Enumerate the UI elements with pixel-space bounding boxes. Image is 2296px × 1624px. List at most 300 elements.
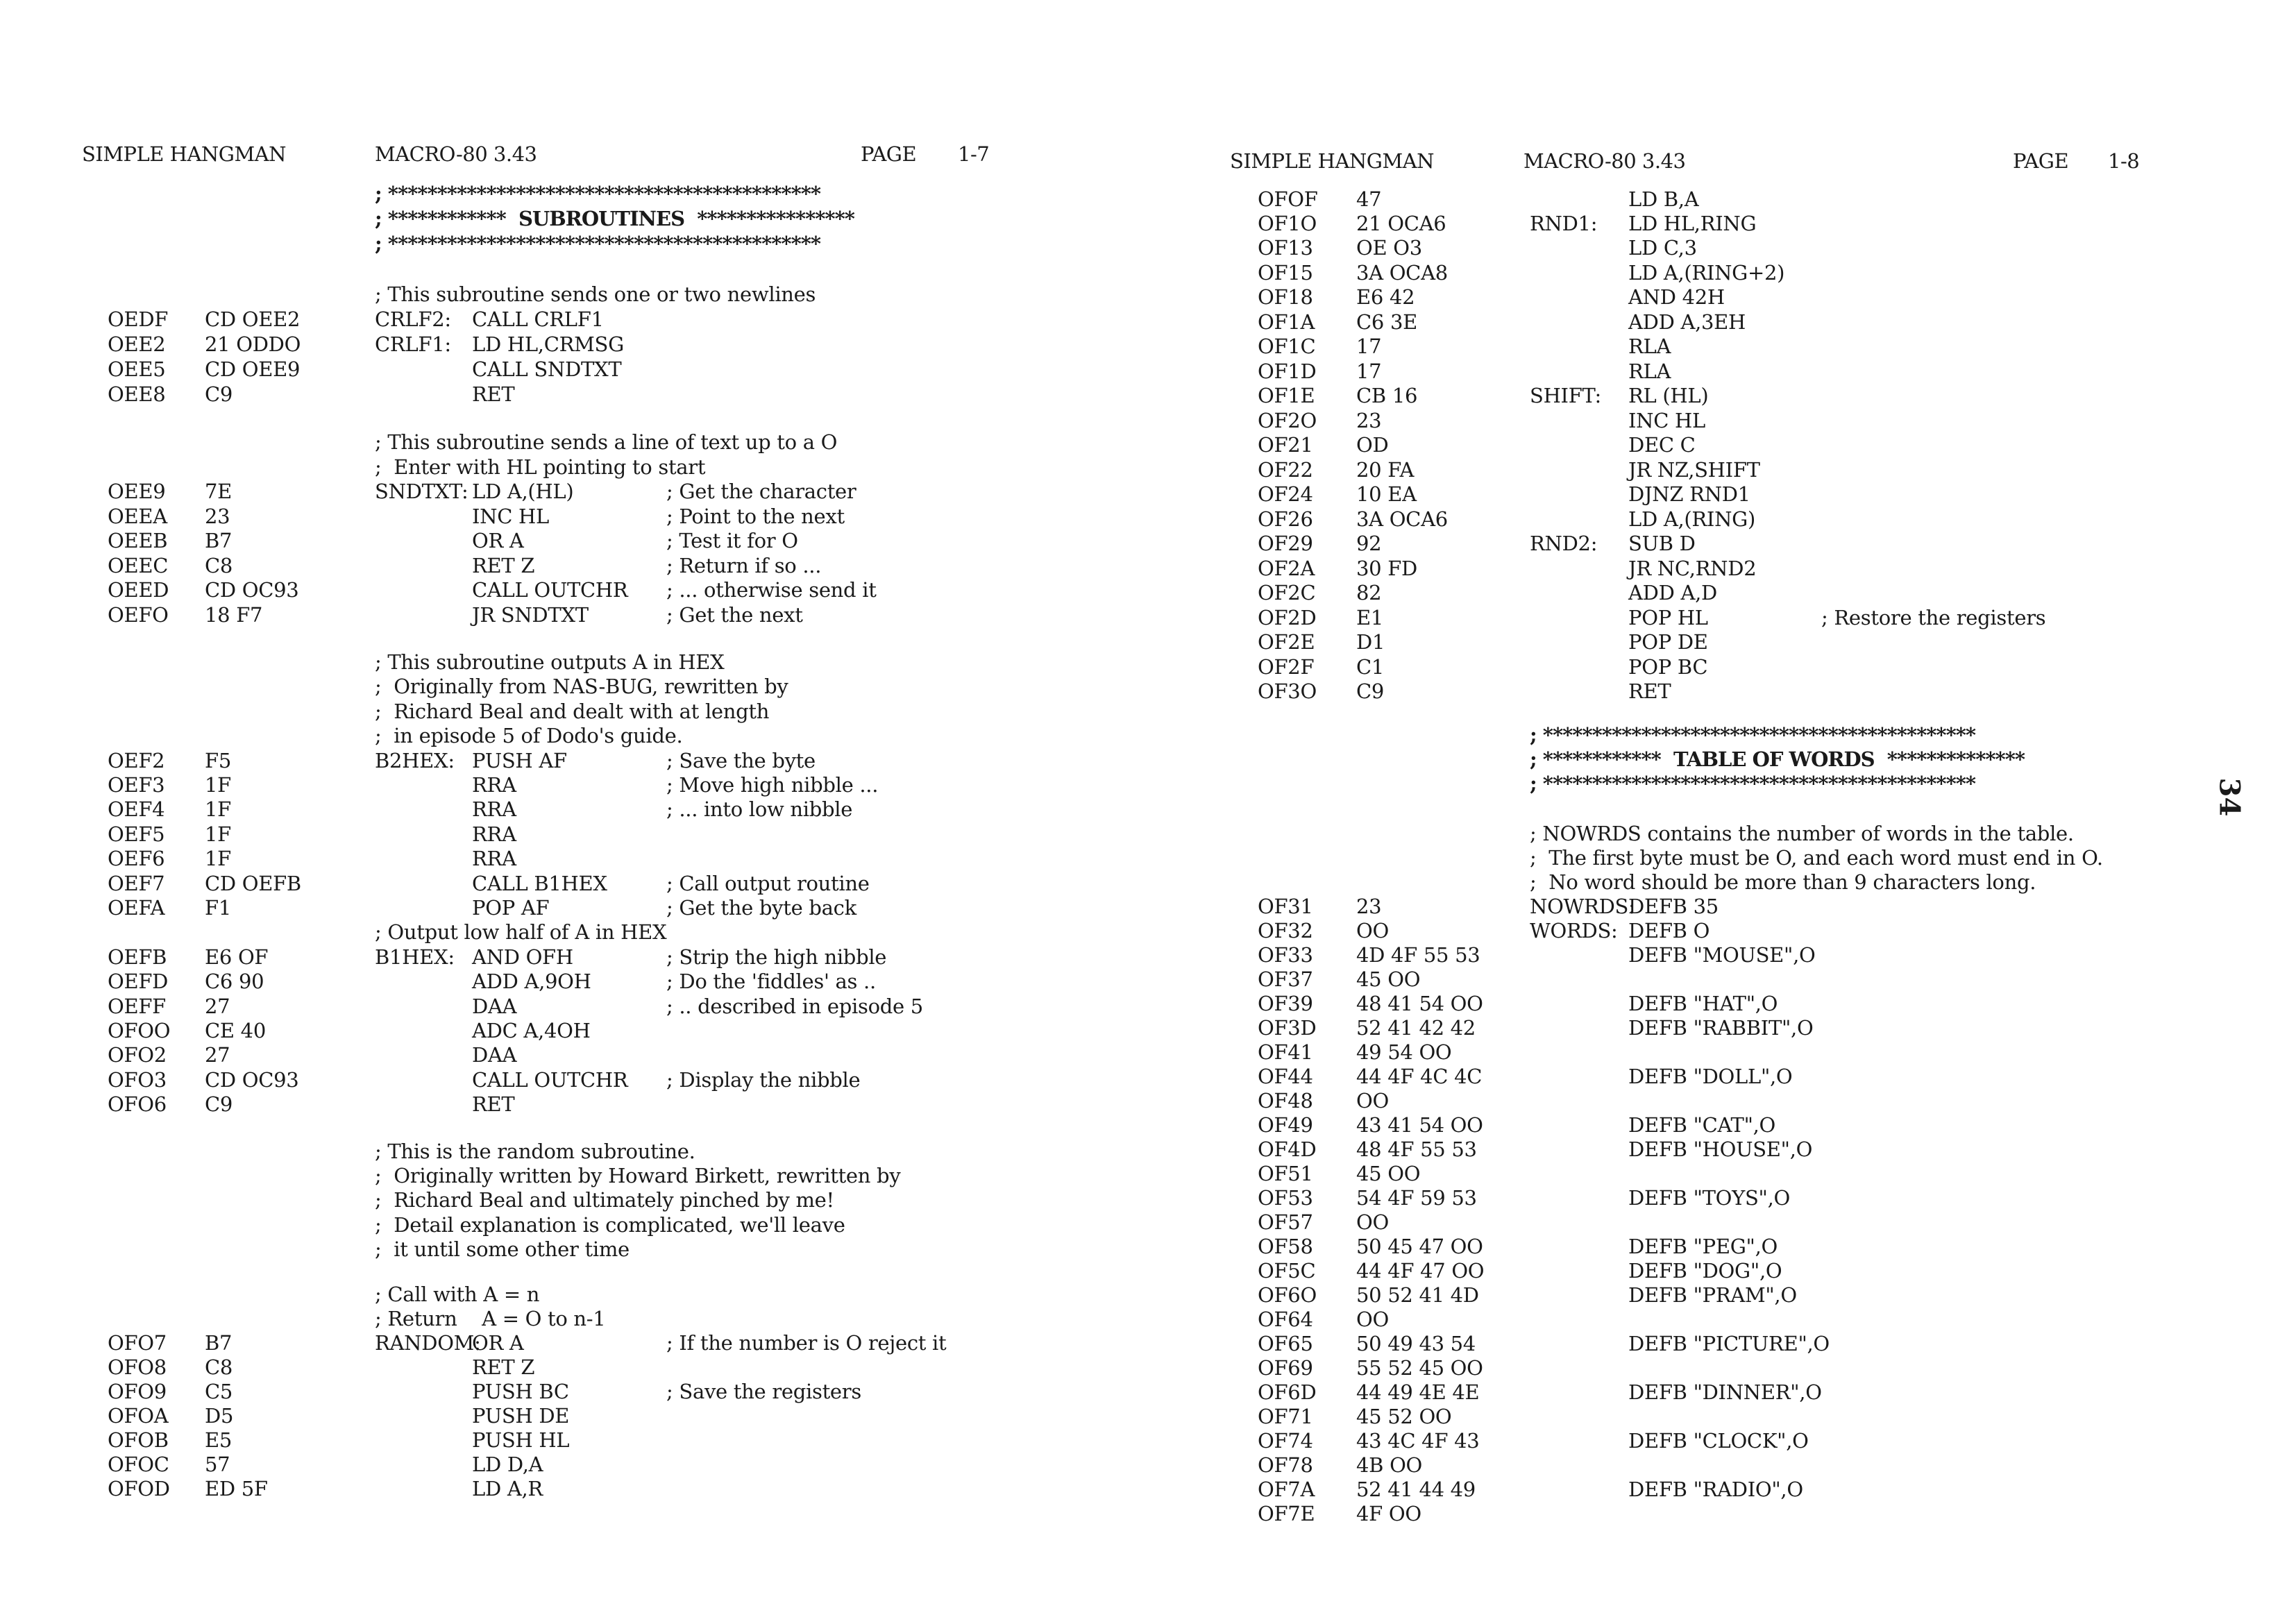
comment-text: ; Originally from NAS-BUG, rewritten by (375, 675, 788, 698)
address: OF39 (1258, 992, 1313, 1015)
address: OF2C (1258, 581, 1316, 604)
comment-line (1148, 822, 2296, 847)
instruction: POP BC (1628, 655, 1708, 679)
instruction: CALL CRLF1 (472, 307, 604, 331)
page-header-assembler: MACRO-80 3.43 (375, 142, 537, 166)
object-code: 50 45 47 OO (1356, 1235, 1483, 1258)
listing-line (0, 1404, 1148, 1429)
comment-line (0, 430, 1148, 455)
object-code: 54 4F 59 53 (1356, 1186, 1477, 1210)
address: OEF4 (108, 797, 165, 821)
object-code: 44 4F 4C 4C (1356, 1065, 1483, 1088)
instruction: CALL OUTCHR (472, 1068, 628, 1092)
object-code: C9 (1356, 679, 1385, 703)
listing-line (0, 1477, 1148, 1502)
comment: ; Get the next (666, 603, 803, 627)
object-code: 50 52 41 4D (1356, 1283, 1479, 1307)
instruction: DEFB "MOUSE",O (1628, 943, 1816, 967)
object-code: 49 54 OO (1356, 1040, 1452, 1064)
comment: ; If the number is O reject it (666, 1331, 947, 1355)
address: OF37 (1258, 967, 1313, 991)
object-code: C9 (205, 1092, 233, 1116)
object-code: 23 (205, 505, 230, 528)
object-code: 50 49 43 54 (1356, 1332, 1476, 1355)
comment-line (0, 675, 1148, 700)
listing-line (0, 822, 1148, 847)
object-code: 23 (1356, 895, 1382, 918)
instruction: RET (472, 382, 515, 406)
listing-line (1148, 409, 2296, 434)
listing-line (1148, 1380, 2296, 1405)
object-code: 18 F7 (205, 603, 263, 627)
comment-text: ; This subroutine sends a line of text up to a O (375, 430, 838, 454)
label: NOWRDS: (1530, 895, 1635, 918)
listing-line (1148, 1283, 2296, 1308)
comment: ; Display the nibble (666, 1068, 861, 1092)
listing-line (1148, 630, 2296, 655)
address: OFO9 (108, 1380, 167, 1403)
address: OF3O (1258, 679, 1317, 703)
listing-line (1148, 1453, 2296, 1478)
address: OFO6 (108, 1092, 167, 1116)
label: RND1: (1530, 212, 1598, 235)
label: SNDTXT: (375, 480, 469, 503)
object-code: E5 (205, 1428, 233, 1452)
comment: ; Return if so ... (666, 554, 822, 577)
object-code: 27 (205, 995, 230, 1018)
object-code: 10 EA (1356, 482, 1417, 506)
instruction: DEC C (1628, 433, 1696, 457)
instruction: JR SNDTXT (472, 603, 589, 627)
comment-line (1148, 723, 2296, 748)
listing-line (1148, 532, 2296, 557)
object-code: 21 OCA6 (1356, 212, 1446, 235)
listing-line (1148, 1332, 2296, 1357)
instruction: JR NZ,SHIFT (1628, 458, 1760, 482)
instruction: CALL B1HEX (472, 872, 607, 895)
address: OEF3 (108, 773, 165, 797)
listing-line (1148, 335, 2296, 360)
listing-line (0, 1068, 1148, 1093)
comment: ; ... into low nibble (666, 797, 853, 821)
comment: ; Move high nibble ... (666, 773, 879, 797)
instruction: POP AF (472, 896, 550, 920)
comment-line (0, 1140, 1148, 1165)
comment: ; Save the byte (666, 749, 816, 772)
object-code: C6 3E (1356, 310, 1417, 334)
address: OF2O (1258, 409, 1317, 432)
listing-line (0, 357, 1148, 382)
comment-text: ; Return A = O to n-1 (375, 1307, 606, 1330)
object-code: 57 (205, 1453, 230, 1476)
object-code: E1 (1356, 606, 1384, 629)
instruction: LD A,R (472, 1477, 543, 1500)
instruction: POP HL (1628, 606, 1708, 629)
instruction: RET (472, 1092, 515, 1116)
address: OF33 (1258, 943, 1313, 967)
object-code: 43 4C 4F 43 (1356, 1429, 1480, 1453)
listing-line (1148, 1235, 2296, 1260)
comment-line (1148, 870, 2296, 895)
address: OEF5 (108, 822, 165, 846)
address: OF51 (1258, 1162, 1313, 1185)
instruction: DEFB "DOLL",O (1628, 1065, 1793, 1088)
object-code: ED 5F (205, 1477, 268, 1500)
comment: ; Do the 'fiddles' as .. (666, 970, 876, 993)
object-code: C1 (1356, 655, 1385, 679)
object-code: 44 4F 47 OO (1356, 1259, 1485, 1283)
listing-line (0, 1019, 1148, 1044)
comment: ; Test it for O (666, 529, 798, 552)
address: OF26 (1258, 507, 1313, 531)
address: OF44 (1258, 1065, 1313, 1088)
comment: ; Save the registers (666, 1380, 861, 1403)
object-code: 1F (205, 847, 231, 870)
listing-line (0, 603, 1148, 628)
instruction: LD C,3 (1628, 236, 1697, 260)
listing-line (1148, 895, 2296, 920)
address: OEDF (108, 307, 169, 331)
instruction: RRA (472, 773, 516, 797)
listing-line (1148, 1259, 2296, 1284)
instruction: RRA (472, 797, 516, 821)
listing-line (1148, 507, 2296, 532)
listing-line (1148, 1356, 2296, 1381)
address: OEE2 (108, 332, 166, 356)
comment-line (0, 1307, 1148, 1332)
object-code: 45 OO (1356, 967, 1421, 991)
object-code: B7 (205, 1331, 233, 1355)
comment: ; Get the byte back (666, 896, 856, 920)
address: OF2E (1258, 630, 1315, 654)
listing-line (1148, 310, 2296, 335)
object-code: D5 (205, 1404, 234, 1428)
instruction: PUSH BC (472, 1380, 569, 1403)
object-code: CD OC93 (205, 578, 299, 602)
object-code: CD OEFB (205, 872, 301, 895)
address: OEFB (108, 945, 167, 969)
instruction: INC HL (1628, 409, 1705, 432)
comment-line (1148, 747, 2296, 772)
listing-line (0, 480, 1148, 505)
object-code: 23 (1356, 409, 1382, 432)
object-code: OE O3 (1356, 236, 1422, 260)
listing-line (0, 554, 1148, 579)
address: OF69 (1258, 1356, 1313, 1380)
label: WORDS: (1530, 919, 1618, 942)
address: OEFF (108, 995, 166, 1018)
listing-line (1148, 1478, 2296, 1503)
address: OF49 (1258, 1113, 1313, 1137)
instruction: RET Z (472, 554, 535, 577)
object-code: 21 ODDO (205, 332, 301, 356)
address: OEFA (108, 896, 165, 920)
listing-line (1148, 606, 2296, 631)
comment: ; Get the character (666, 480, 856, 503)
comment: ; Call output routine (666, 872, 870, 895)
object-code: 43 41 54 OO (1356, 1113, 1483, 1137)
object-code: OD (1356, 433, 1389, 457)
address: OFO7 (108, 1331, 167, 1355)
section-banner: ; ******************************************** (375, 232, 821, 255)
instruction: LD D,A (472, 1453, 543, 1476)
instruction: AND 42H (1628, 285, 1725, 309)
comment-line (0, 650, 1148, 675)
address: OF1E (1258, 384, 1315, 407)
comment-text: ; in episode 5 of Dodo's guide. (375, 724, 683, 747)
label: B1HEX: (375, 945, 455, 969)
instruction: ADD A,3EH (1628, 310, 1746, 334)
listing-line (1148, 285, 2296, 310)
comment-line (1148, 772, 2296, 797)
instruction: OR A (472, 529, 524, 552)
instruction: PUSH DE (472, 1404, 570, 1428)
listing-line (0, 1453, 1148, 1478)
comment-text: ; Enter with HL pointing to start (375, 455, 706, 479)
instruction: LD B,A (1628, 187, 1699, 211)
comment-text: ; Richard Beal and ultimately pinched by me! (375, 1188, 834, 1212)
instruction: DEFB "CAT",O (1628, 1113, 1776, 1137)
instruction: DEFB 35 (1628, 895, 1719, 918)
page-header-title: SIMPLE HANGMAN (1230, 149, 1434, 173)
object-code: 4B OO (1356, 1453, 1423, 1477)
address: OEEC (108, 554, 169, 577)
listing-line (1148, 1405, 2296, 1430)
listing-line (1148, 581, 2296, 606)
comment-text: ; This subroutine outputs A in HEX (375, 650, 725, 674)
object-code: F1 (205, 896, 231, 920)
instruction: DEFB "DINNER",O (1628, 1380, 1822, 1404)
object-code: C6 90 (205, 970, 264, 993)
listing-line (1148, 1040, 2296, 1065)
object-code: C8 (205, 1355, 233, 1379)
address: OF53 (1258, 1186, 1313, 1210)
comment-text: ; Output low half of A in HEX (375, 920, 667, 944)
object-code: OO (1356, 919, 1389, 942)
object-code: C5 (205, 1380, 233, 1403)
comment: ; Restore the registers (1821, 606, 2046, 629)
page-header-page-label: PAGE (2013, 149, 2069, 173)
listing-line (0, 797, 1148, 822)
comment-line (0, 207, 1148, 232)
instruction: DEFB "RABBIT",O (1628, 1016, 1814, 1040)
comment-line (1148, 846, 2296, 871)
comment-line (0, 724, 1148, 749)
listing-line (1148, 458, 2296, 483)
instruction: DEFB "CLOCK",O (1628, 1429, 1809, 1453)
address: OF71 (1258, 1405, 1313, 1428)
instruction: ADC A,4OH (472, 1019, 591, 1042)
listing-line (0, 1428, 1148, 1453)
listing-line (0, 945, 1148, 970)
section-banner: ; ******************************************** (1530, 772, 1976, 795)
instruction: INC HL (472, 505, 549, 528)
instruction: ADD A,D (1628, 581, 1717, 604)
object-code: 45 OO (1356, 1162, 1421, 1185)
listing-line (0, 1380, 1148, 1405)
comment-text: ; No word should be more than 9 characters long. (1530, 870, 2036, 894)
address: OF58 (1258, 1235, 1313, 1258)
address: OEFD (108, 970, 169, 993)
address: OFOA (108, 1404, 169, 1428)
object-code: 44 49 4E 4E (1356, 1380, 1480, 1404)
instruction: LD A,(RING) (1628, 507, 1756, 531)
address: OF31 (1258, 895, 1313, 918)
section-banner: ; ******************************************** (1530, 723, 1976, 747)
listing-line (1148, 212, 2296, 237)
address: OF29 (1258, 532, 1313, 555)
comment-text: ; This is the random subroutine. (375, 1140, 695, 1163)
listing-line (1148, 1308, 2296, 1333)
listing-line (1148, 261, 2296, 286)
label: RND2: (1530, 532, 1598, 555)
listing-line (0, 382, 1148, 407)
address: OF15 (1258, 261, 1313, 285)
address: OF57 (1258, 1210, 1313, 1234)
listing-line (1148, 1162, 2296, 1187)
listing-line (1148, 1210, 2296, 1235)
instruction: PUSH AF (472, 749, 567, 772)
object-code: F5 (205, 749, 231, 772)
address: OFO3 (108, 1068, 167, 1092)
address: OF13 (1258, 236, 1313, 260)
object-code: 48 41 54 OO (1356, 992, 1483, 1015)
label: RANDOM: (375, 1331, 481, 1355)
comment: ; ... otherwise send it (666, 578, 877, 602)
listing-line (1148, 943, 2296, 968)
object-code: 45 52 OO (1356, 1405, 1452, 1428)
address: OF6D (1258, 1380, 1317, 1404)
listing-page-right (1148, 0, 2296, 1624)
object-code: E6 OF (205, 945, 269, 969)
listing-line (1148, 384, 2296, 409)
object-code: 1F (205, 822, 231, 846)
address: OF6O (1258, 1283, 1317, 1307)
object-code: CE 40 (205, 1019, 266, 1042)
address: OF1C (1258, 335, 1316, 358)
comment-text: ; Originally written by Howard Birkett, rewritten by (375, 1164, 901, 1187)
instruction: RL (HL) (1628, 384, 1709, 407)
instruction: DEFB O (1628, 919, 1710, 942)
comment: ; Point to the next (666, 505, 845, 528)
address: OF5C (1258, 1259, 1316, 1283)
object-code: 92 (1356, 532, 1382, 555)
instruction: RRA (472, 822, 516, 846)
instruction: RLA (1628, 360, 1671, 383)
instruction: DEFB "RADIO",O (1628, 1478, 1803, 1501)
object-code: CD OEE9 (205, 357, 301, 381)
object-code: 30 FD (1356, 557, 1417, 580)
object-code: 20 FA (1356, 458, 1415, 482)
listing-line (0, 896, 1148, 921)
instruction: CALL OUTCHR (472, 578, 628, 602)
listing-line (0, 307, 1148, 332)
instruction: JR NC,RND2 (1628, 557, 1757, 580)
object-code: C8 (205, 554, 233, 577)
address: OF4D (1258, 1137, 1317, 1161)
address: OFOO (108, 1019, 171, 1042)
listing-line (0, 529, 1148, 554)
listing-line (0, 505, 1148, 530)
address: OEF7 (108, 872, 165, 895)
address: OEF2 (108, 749, 165, 772)
listing-line (1148, 967, 2296, 992)
page-header-page-number: 1-8 (2108, 149, 2140, 173)
address: OF64 (1258, 1308, 1313, 1331)
instruction: SUB D (1628, 532, 1696, 555)
comment-text: ; NOWRDS contains the number of words in the table. (1530, 822, 2074, 845)
address: OF1A (1258, 310, 1315, 334)
instruction: LD A,(HL) (472, 480, 574, 503)
address: OF78 (1258, 1453, 1313, 1477)
address: OFOB (108, 1428, 169, 1452)
object-code: OO (1356, 1210, 1389, 1234)
instruction: DEFB "HAT",O (1628, 992, 1778, 1015)
address: OEF6 (108, 847, 165, 870)
listing-line (1148, 1089, 2296, 1114)
address: OFO8 (108, 1355, 167, 1379)
object-code: D1 (1356, 630, 1385, 654)
comment-line (0, 232, 1148, 257)
listing-line (1148, 433, 2296, 458)
object-code: B7 (205, 529, 233, 552)
comment-line (0, 455, 1148, 480)
instruction: DAA (472, 1043, 517, 1067)
comment-line (0, 1164, 1148, 1189)
address: OFOF (1258, 187, 1318, 211)
label: CRLF2: (375, 307, 451, 331)
instruction: DEFB "HOUSE",O (1628, 1137, 1813, 1161)
address: OF2F (1258, 655, 1315, 679)
address: OEFO (108, 603, 169, 627)
instruction: LD A,(RING+2) (1628, 261, 1785, 285)
address: OF32 (1258, 919, 1313, 942)
instruction: DJNZ RND1 (1628, 482, 1750, 506)
listing-line (1148, 992, 2296, 1017)
listing-line (1148, 919, 2296, 944)
address: OF1D (1258, 360, 1317, 383)
object-code: E6 42 (1356, 285, 1415, 309)
page-header-page-label: PAGE (861, 142, 917, 166)
address: OEE8 (108, 382, 166, 406)
instruction: DAA (472, 995, 517, 1018)
comment-line (0, 1237, 1148, 1262)
comment: ; Strip the high nibble (666, 945, 887, 969)
section-banner: ; ************ SUBROUTINES **************** (375, 207, 854, 230)
listing-line (0, 847, 1148, 872)
object-code: 3A OCA6 (1356, 507, 1448, 531)
address: OEE5 (108, 357, 166, 381)
section-banner: ; ******************************************** (375, 182, 821, 205)
address: OEEB (108, 529, 168, 552)
address: OF18 (1258, 285, 1313, 309)
listing-line (1148, 1186, 2296, 1211)
object-code: OO (1356, 1308, 1389, 1331)
object-code: 48 4F 55 53 (1356, 1137, 1477, 1161)
comment-line (0, 700, 1148, 725)
object-code: 3A OCA8 (1356, 261, 1448, 285)
address: OEE9 (108, 480, 166, 503)
comment-line (0, 182, 1148, 207)
address: OF7E (1258, 1502, 1315, 1525)
comment-text: ; Call with A = n (375, 1283, 540, 1306)
comment-line (0, 920, 1148, 945)
instruction: OR A (472, 1331, 524, 1355)
listing-line (1148, 360, 2296, 384)
address: OFO2 (108, 1043, 167, 1067)
address: OF41 (1258, 1040, 1313, 1064)
instruction: DEFB "PICTURE",O (1628, 1332, 1830, 1355)
